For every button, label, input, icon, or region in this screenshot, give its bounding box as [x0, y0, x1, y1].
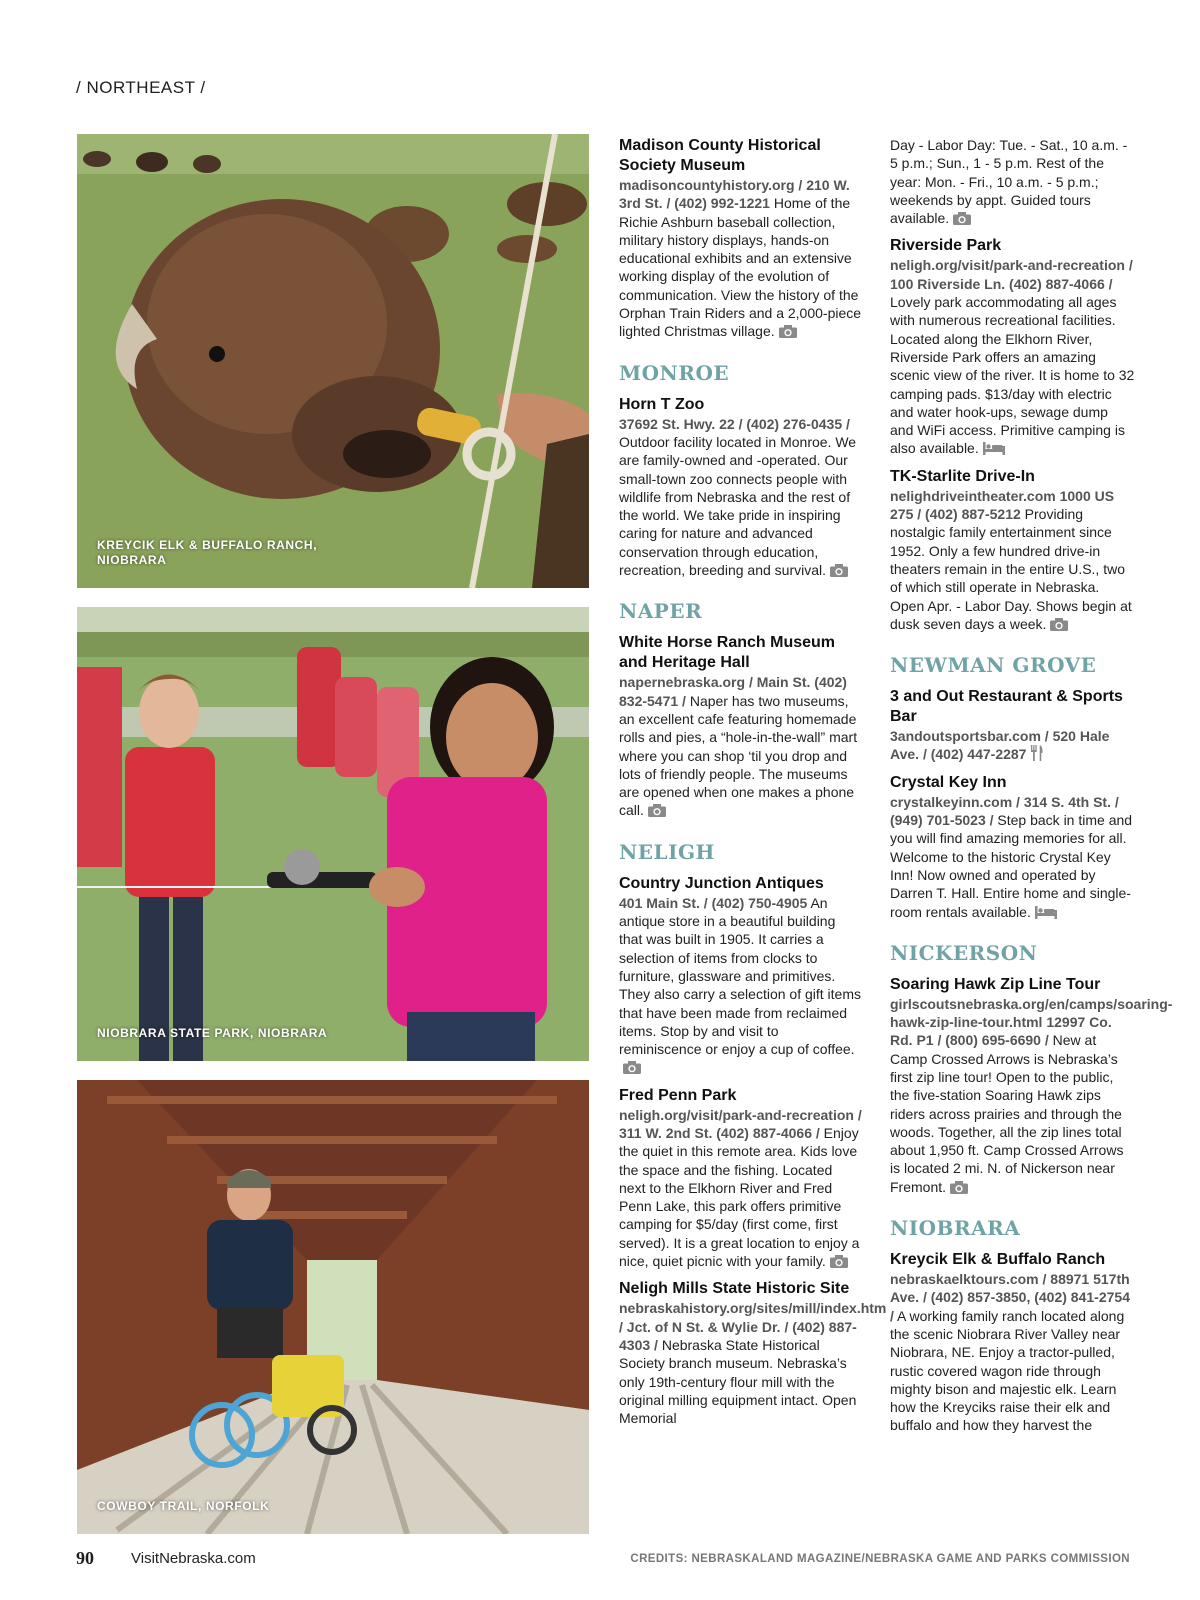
- town-heading-neligh: NELIGH: [619, 839, 715, 864]
- town-heading-naper: NAPER: [619, 599, 703, 624]
- listing-description: Enjoy the quiet in this remote area. Kids love the space and the fishing. Located next to the Elkhorn River and Fred Penn Lake, this park offers primitive camping for $5/day (first come, first served). It is a great location to enjoy a nice, quiet picnic with your family.: [619, 1124, 860, 1270]
- listing-description: An antique store in a beautiful building that was built in 1905. It carries a selection of items from clocks to furniture, glassware and primitives. They also carry a selection of gift items that have been made from reclaimed items. Stop by and visit to reminiscence or enjoy a cup of coffee.: [619, 894, 861, 1058]
- camera-icon: [1050, 618, 1068, 631]
- listing-contact: neligh.org/visit/park-and-recreation / 311 W. 2nd St. (402) 887-4066 /: [619, 1106, 862, 1141]
- listing-title: White Horse Ranch Museum and Heritage Hall: [619, 634, 836, 672]
- listing-contact: girlscoutsnebraska.org/en/camps/soaring-hawk-zip-line-tour.html 12997 Co. Rd. P1 / (800) 695-6690 /: [890, 995, 1173, 1049]
- section-header: / NORTHEAST /: [76, 78, 206, 97]
- town-heading-niobrara: NIOBRARA: [890, 1216, 1021, 1241]
- photo-caption: KREYCIK ELK & BUFFALO RANCH, NIOBRARA: [97, 538, 318, 567]
- listing-title: Soaring Hawk Zip Line Tour: [890, 975, 1101, 993]
- listing-description: Home of the Richie Ashburn baseball collection, military history displays, hands-on educational exhibits and an extensive working display of the evolution of communication. View the history of the Orphan Train Riders and a 2,000-piece lighted Christmas village.: [619, 195, 862, 340]
- listing-country-junction: [619, 874, 862, 1077]
- listing-horn-t-zoo: [619, 395, 862, 580]
- listing-description: Providing nostalgic family entertainment since 1952. Only a few hundred drive-in theaters remain in the entire U.S., two of which still operate in Nebraska. Open Apr. - Labor Day. Shows begin at dusk seven days a week.: [890, 506, 1132, 632]
- listing-continuation: [890, 136, 1135, 227]
- listing-contact: neligh.org/visit/park-and-recreation / 100 Riverside Ln. (402) 887-4066 /: [890, 257, 1133, 292]
- camera-icon: [953, 212, 971, 225]
- town-heading-monroe: MONROE: [619, 360, 730, 385]
- listing-neligh-mills: [619, 1279, 887, 1427]
- listing-title: Horn T Zoo: [619, 395, 705, 413]
- listing-title: Kreycik Elk & Buffalo Ranch: [890, 1251, 1106, 1269]
- camera-icon: [950, 1181, 968, 1194]
- listing-contact: madisoncountyhistory.org / 210 W. 3rd St. / (402) 992-1221: [619, 177, 850, 212]
- page-number: 90: [76, 1548, 94, 1568]
- listing-kreycik-ranch: [890, 1250, 1135, 1435]
- listing-riverside-park: [890, 236, 1135, 457]
- listing-tk-starlite: [890, 467, 1135, 633]
- listing-description: Lovely park accommodating all ages with numerous recreational facilities. Located along the Elkhorn River, Riverside Park offers an amazing scenic view of the river. It is home to 32 camping pads. $13/day with electric and water hook-ups, sewage dump and WiFi access. Primitive camping is also available.: [890, 294, 1135, 457]
- listing-title: Crystal Key Inn: [890, 773, 1007, 791]
- listing-madison-county-museum: [619, 136, 862, 341]
- listing-contact: 3andoutsportsbar.com / 520 Hale Ave. / (402) 447-2287: [890, 728, 1110, 763]
- town-heading-nickerson: NICKERSON: [890, 940, 1038, 965]
- listing-soaring-hawk: [890, 975, 1173, 1196]
- photo-credits: CREDITS: NEBRASKALAND MAGAZINE/NEBRASKA GAME AND PARKS COMMISSION: [630, 1553, 1130, 1565]
- listing-description: New at Camp Crossed Arrows is Nebraska’s first zip line tour! Open to the public, the five-station Soaring Hawk zips riders across prairies and through the woods. Together, all the zip lines total about 1,950 ft. Camp Crossed Arrows is located 2 mi. N. of Nickerson near Fremont.: [890, 1032, 1124, 1195]
- fork-knife-icon: [1030, 745, 1044, 761]
- listings-column-right: [890, 136, 1173, 1444]
- listing-crystal-key-inn: [890, 773, 1135, 921]
- listing-contact: crystalkeyinn.com / 314 S. 4th St. / (949) 701-5023 /: [890, 793, 1119, 829]
- photo-caption: NIOBRARA STATE PARK, NIOBRARA: [97, 1026, 328, 1040]
- listing-contact: 401 Main St. / (402) 750-4905: [619, 894, 808, 911]
- listing-contact: 37692 St. Hwy. 22 / (402) 276-0435 /: [619, 415, 850, 432]
- listing-title: 3 and Out Restaurant & Sports Bar: [890, 688, 1123, 726]
- listing-contact: nebraskahistory.org/sites/mill/index.htm / Jct. of N St. & Wylie Dr. / (402) 887-4303 /: [619, 1300, 887, 1353]
- listing-title: Fred Penn Park: [619, 1086, 737, 1104]
- listing-description: Outdoor facility located in Monroe. We are family-owned and -operated. Our small-town zoo connects people with wildlife from Nebraska and the rest of the world. We take pride in inspiring caring for nature and advanced conservation through education, recreation, breeding and survival.: [619, 433, 857, 579]
- fishing-girl-photo: [77, 607, 589, 1061]
- listing-description: A working family ranch located along the scenic Niobrara River Valley near Niobrara, NE. Enjoy a tractor-pulled, rustic covered wagon ride through mighty bison and majestic elk. Learn how the Kreyciks raise their elk and buffalo and how they harvest the: [890, 1307, 1125, 1434]
- photo-caption: COWBOY TRAIL, NORFOLK: [97, 1499, 270, 1513]
- camera-icon: [648, 804, 666, 817]
- listing-fred-penn-park: [619, 1086, 862, 1271]
- listing-title: Madison County Historical Society Museum: [619, 137, 821, 174]
- cowboy-trail-bridge-photo: [77, 1080, 589, 1534]
- bed-icon: [1035, 906, 1057, 919]
- listing-title: Riverside Park: [890, 237, 1002, 255]
- footer-website[interactable]: VisitNebraska.com: [131, 1550, 256, 1567]
- listings-column-middle: [619, 136, 887, 1436]
- listing-contact: napernebraska.org / Main St. (402) 832-5471 /: [619, 674, 847, 709]
- listing-white-horse-ranch: [619, 633, 862, 819]
- listing-description: Step back in time and you will find amazing memories for all. Welcome to the historic Crystal Key Inn! Now owned and operated by Darren T. Hall. Entire home and single-room rentals available.: [890, 812, 1133, 920]
- camera-icon: [623, 1061, 641, 1074]
- listing-description: Day - Labor Day: Tue. - Sat., 10 a.m. - 5 p.m.; Sun., 1 - 5 p.m. Rest of the year: Mon. - Fri., 10 a.m. - 5 p.m.; weekends by appt. Guided tours available.: [890, 137, 1128, 227]
- listing-title: Country Junction Antiques: [619, 874, 824, 892]
- listing-contact: nebraskaelktours.com / 88971 517th Ave. / (402) 857-3850, (402) 841-2754 /: [890, 1271, 1130, 1324]
- listing-contact: nelighdriveintheater.com 1000 US 275 / (402) 887-5212: [890, 487, 1115, 523]
- listing-title: Neligh Mills State Historic Site: [619, 1280, 850, 1298]
- camera-icon: [830, 564, 848, 577]
- listing-title: TK-Starlite Drive-In: [890, 467, 1035, 485]
- camera-icon: [830, 1255, 848, 1268]
- town-heading-newman-grove: NEWMAN GROVE: [890, 653, 1097, 678]
- bed-icon: [983, 442, 1005, 455]
- listing-description: Nebraska State Historical Society branch museum. Nebraska’s only 19th-century flour mill with the original milling equipment intact. Open Memorial: [619, 1336, 857, 1427]
- listing-3-and-out: [890, 687, 1135, 764]
- bison-photo: [77, 134, 589, 588]
- listing-description: Naper has two museums, an excellent cafe featuring homemade rolls and pies, a “hole-in-the-wall” mart where you can shop ‘til you drop and lots of friendly people. The museums are opened when one makes a phone call.: [619, 692, 858, 819]
- camera-icon: [779, 325, 797, 338]
